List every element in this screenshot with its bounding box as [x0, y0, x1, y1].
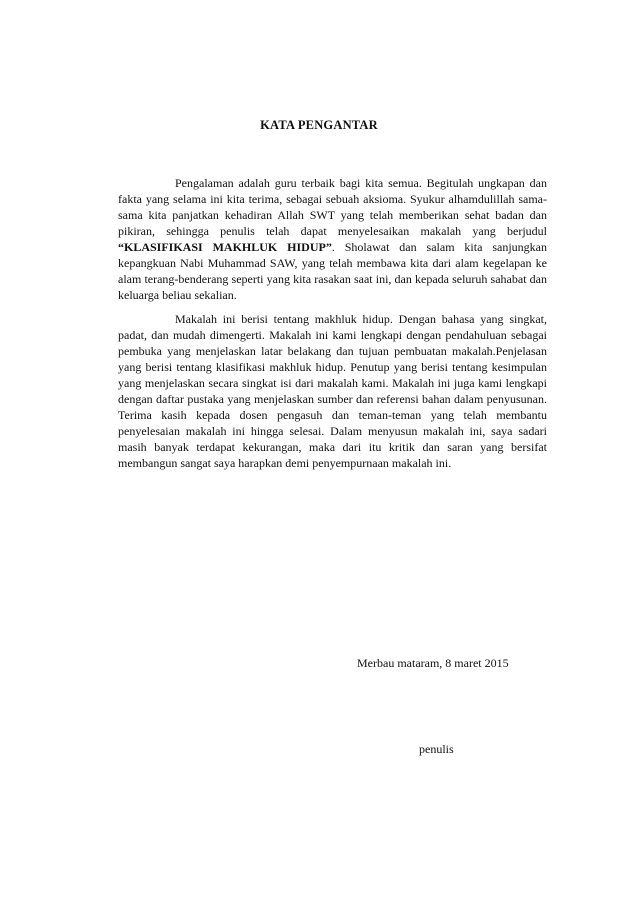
paper-title-bold: “KLASIFIKASI MAKHLUK HIDUP” [118, 240, 332, 254]
page-title: KATA PENGANTAR [260, 118, 378, 132]
signer-label: penulis [419, 742, 454, 756]
paragraph-intro-start: Pengalaman adalah guru terbaik bagi kita semua. Begitulah ungkapan dan fakta yang selama ini kita terima, sebagai sebuah aksioma. Syukur alhamdulillah sama-sama kita panjatkan kehadiran Allah SWT yang telah memberikan sehat badan dan pikiran, sehingga penulis telah dapat menyelesaikan makalah yang berjudul [118, 176, 547, 238]
paragraph-intro-end: . Sholawat dan salam kita sanjungkan kepangkuan Nabi Muhammad SAW, yang telah membawa kita dari alam kegelapan ke alam terang-benderang seperti yang kita rasakan saat ini, dan kepada seluruh sahabat dan keluarga beliau sekalian. [118, 240, 547, 302]
paragraph-intro-text [118, 175, 547, 303]
paragraph-content-text: Makalah ini berisi tentang makhluk hidup. Dengan bahasa yang singkat, padat, dan mudah dimengerti. Makalah ini kami lengkapi dengan pendahuluan sebagai pembuka yang menjelaskan latar belakang dan tujuan pembuatan makalah.Penjelasan yang berisi tentang klasifikasi makhluk hidup. Penutup yang berisi tentang kesimpulan yang menjelaskan secara singkat isi dari makalah kami. Makalah ini juga kami lengkapi dengan daftar pustaka yang menjelaskan sumber dan referensi bahan dalam penyusunan. Terima kasih kepada dosen pengasuh dan teman-teman yang telah membantu penyelesaian makalah ini hingga selesai. Dalam menyusun makalah ini, saya sadari masih banyak terdapat kekurangan, maka dari itu kritik dan saran yang bersifat membangun sangat saya harapkan demi penyempurnaan makalah ini. [118, 312, 547, 470]
place-date: Merbau mataram, 8 maret 2015 [357, 656, 509, 670]
paragraph-intro [118, 175, 547, 303]
paragraph-content [118, 311, 547, 471]
